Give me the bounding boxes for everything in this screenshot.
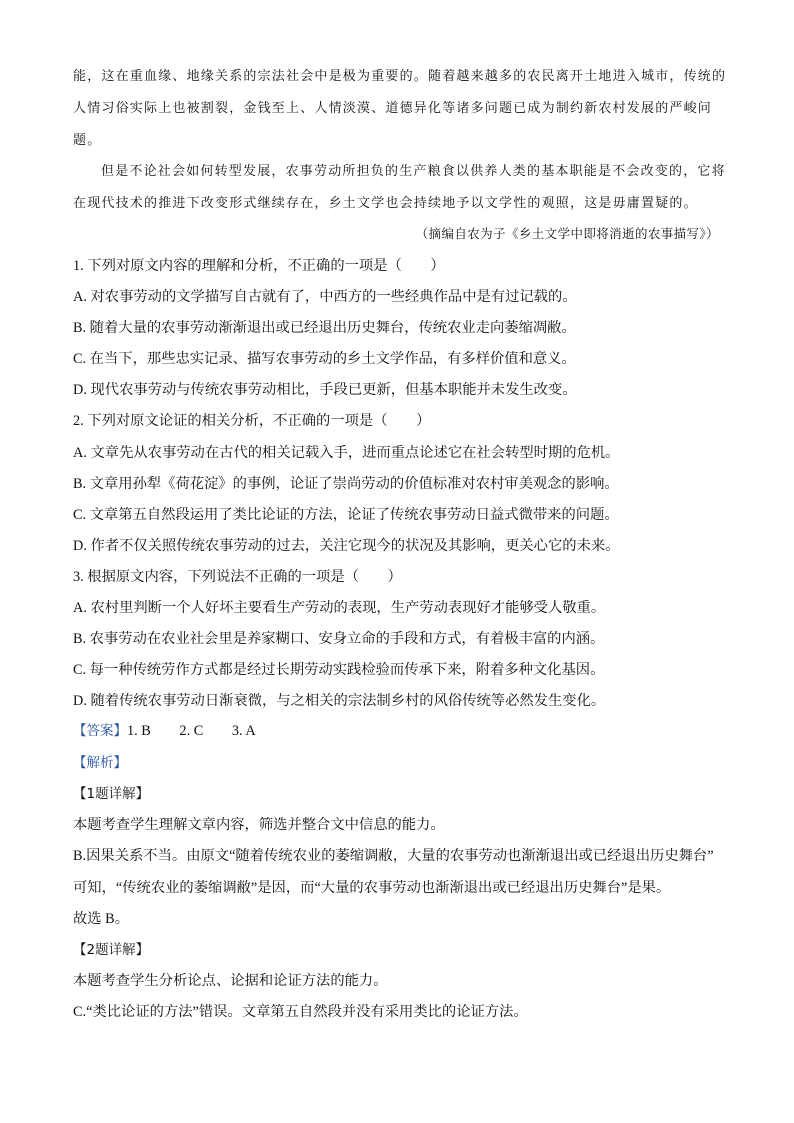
- passage-line: 在现代技术的推进下改变形式继续存在，乡土文学也会持续地予以文学性的观照，这是毋庸置疑的。: [73, 196, 698, 211]
- question-option: D. 随着传统农事劳动日渐衰微，与之相关的宗法制乡村的风俗传统等必然发生变化。: [73, 693, 606, 709]
- analysis-line: 可知，“传统农业的萎缩调敝”是因，而“大量的农事劳动也渐渐退出或已经退出历史舞台”是果。: [73, 880, 671, 896]
- question-stem: 2. 下列对原文论证的相关分析，不正确的一项是（ ）: [73, 413, 431, 429]
- question-option: C. 每一种传统劳作方式都是经过长期劳动实践检验而传承下来，附着多种文化基因。: [73, 662, 605, 678]
- question-option: A. 文章先从农事劳动在古代的相关记载入手，进而重点论述它在社会转型时期的危机。: [73, 445, 620, 461]
- question-option: B. 农事劳动在农业社会里是养家糊口、安身立命的手段和方式，有着极丰富的内涵。: [73, 631, 605, 647]
- answer-values: 1. B 2. C 3. A: [127, 723, 256, 739]
- q1-detail-tag: 【1题详解】: [73, 786, 150, 802]
- question-option: C. 文章第五自然段运用了类比论证的方法，论证了传统农事劳动日益式微带来的问题。: [73, 507, 619, 523]
- question-stem: 3. 根据原文内容，下列说法不正确的一项是（ ）: [73, 569, 402, 585]
- question-option: D. 作者不仅关照传统农事劳动的过去，关注它现今的状况及其影响，更关心它的未来。: [73, 538, 620, 554]
- q2-detail-tag: 【2题详解】: [73, 942, 150, 958]
- analysis-line: C.“类比论证的方法”错误。文章第五自然段并没有采用类比的论证方法。: [73, 1004, 528, 1020]
- analysis-line: B.因果关系不当。由原文“随着传统农业的萎缩调敝，大量的农事劳动也渐渐退出或已经退出历史舞台”: [73, 848, 714, 864]
- passage-line: 题。: [73, 133, 102, 148]
- answer-line: [73, 721, 733, 741]
- passage-line: 人情习俗实际上也被割裂，金钱至上、人情淡漠、道德异化等诸多问题已成为制约新农村发展的严峻问: [73, 101, 713, 116]
- analysis-line: 本题考查学生分析论点、论据和论证方法的能力。: [73, 973, 388, 989]
- question-stem: 1. 下列对原文内容的理解和分析，不正确的一项是（ ）: [73, 258, 445, 274]
- passage-source: （摘编自农为子《乡土文学中即将消逝的农事描写》）: [415, 226, 719, 241]
- answer-tag: 【答案】: [73, 723, 127, 739]
- passage-line: 能，这在重血缘、地缘关系的宗法社会中是极为重要的。随着越来越多的农民离开土地进入城市，传统的: [73, 69, 727, 84]
- question-option: B. 随着大量的农事劳动渐渐退出或已经退出历史舞台，传统农业走向萎缩凋敝。: [73, 320, 576, 336]
- analysis-tag: 【解析】: [73, 755, 127, 771]
- passage-line: 但是不论社会如何转型发展，农事劳动所担负的生产粮食以供养人类的基本职能是不会改变的，它将: [101, 164, 726, 179]
- question-option: A. 农村里判断一个人好坏主要看生产劳动的表现，生产劳动表现好才能够受人敬重。: [73, 600, 606, 616]
- analysis-line: 故选 B。: [73, 911, 130, 927]
- question-option: C. 在当下，那些忠实记录、描写农事劳动的乡土文学作品，有多样价值和意义。: [73, 351, 576, 367]
- question-option: B. 文章用孙犁《荷花淀》的事例，论证了崇尚劳动的价值标准对农村审美观念的影响。: [73, 476, 619, 492]
- question-option: A. 对农事劳动的文学描写自古就有了，中西方的一些经典作品中是有过记载的。: [73, 289, 577, 305]
- analysis-line: 本题考查学生理解文章内容，筛选并整合文中信息的能力。: [73, 817, 445, 833]
- question-option: D. 现代农事劳动与传统农事劳动相比，手段已更新，但基本职能并未发生改变。: [73, 382, 577, 398]
